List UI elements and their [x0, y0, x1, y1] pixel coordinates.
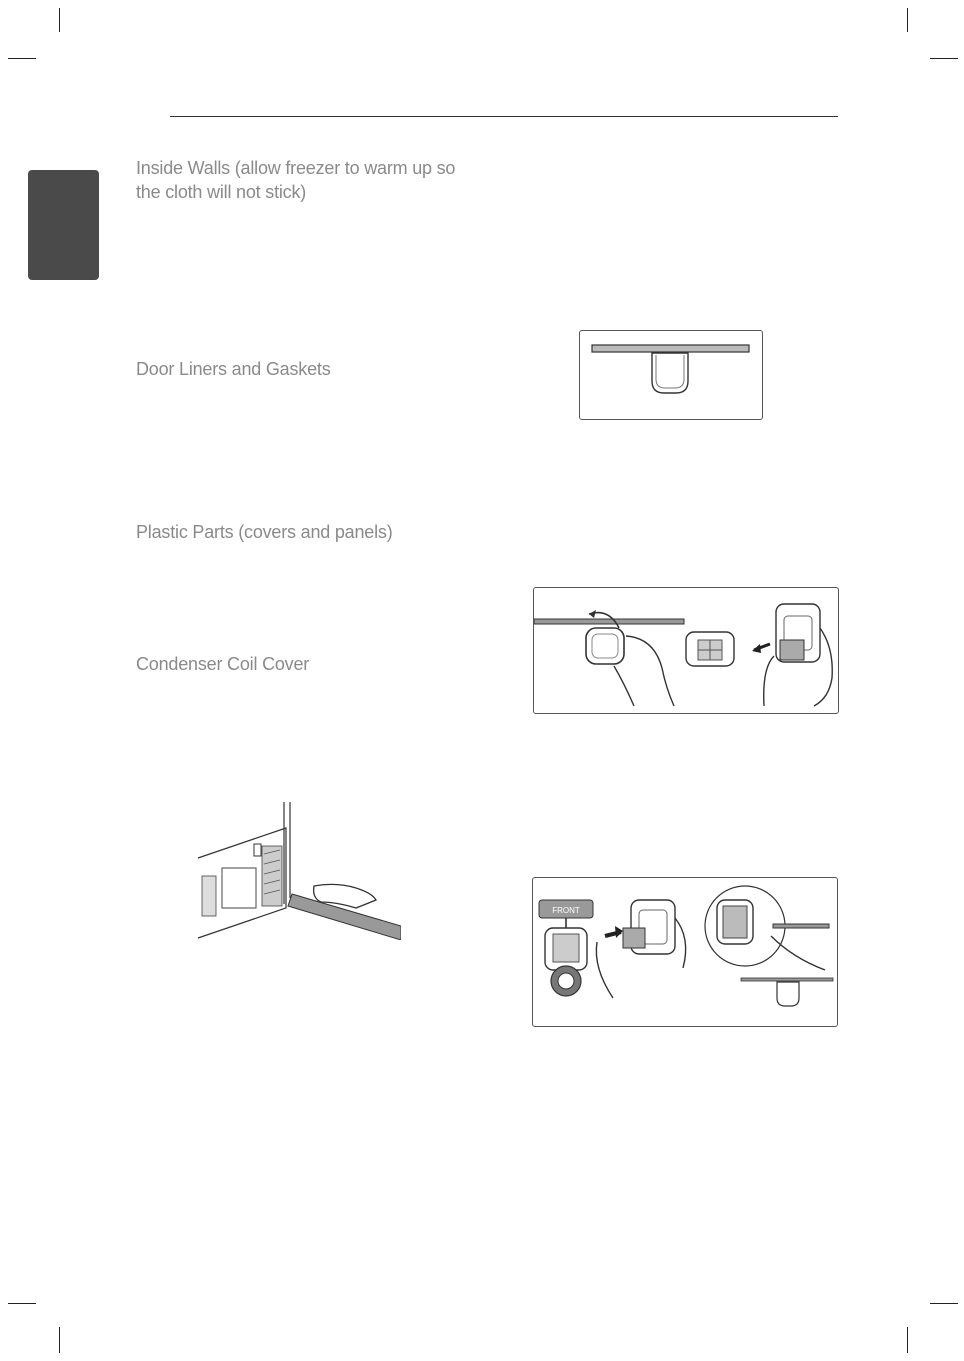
heading-plastic-parts: Plastic Parts (covers and panels): [136, 522, 393, 542]
heading-inside-walls: Inside Walls (allow freezer to warm up so the cloth will not stick): [136, 158, 456, 202]
heading-door-liners: Door Liners and Gaskets: [136, 359, 331, 379]
front-label: FRONT: [552, 906, 580, 915]
heading-condenser: Condenser Coil Cover: [136, 654, 310, 674]
header-rule: [170, 116, 838, 117]
filter-bar-illustration: [579, 330, 763, 420]
filter-removal-illustration: [533, 587, 839, 714]
crop-mark: [907, 8, 908, 32]
chapter-tab: [28, 170, 99, 280]
crop-mark: [930, 1303, 958, 1304]
crop-mark: [907, 1327, 908, 1353]
crop-mark: [8, 58, 36, 59]
crop-mark: [59, 8, 60, 32]
crop-mark: [930, 58, 958, 59]
filter-install-illustration: [532, 877, 838, 1027]
crop-mark: [59, 1327, 60, 1353]
condenser-vacuum-illustration: [196, 798, 401, 940]
crop-mark: [8, 1303, 36, 1304]
